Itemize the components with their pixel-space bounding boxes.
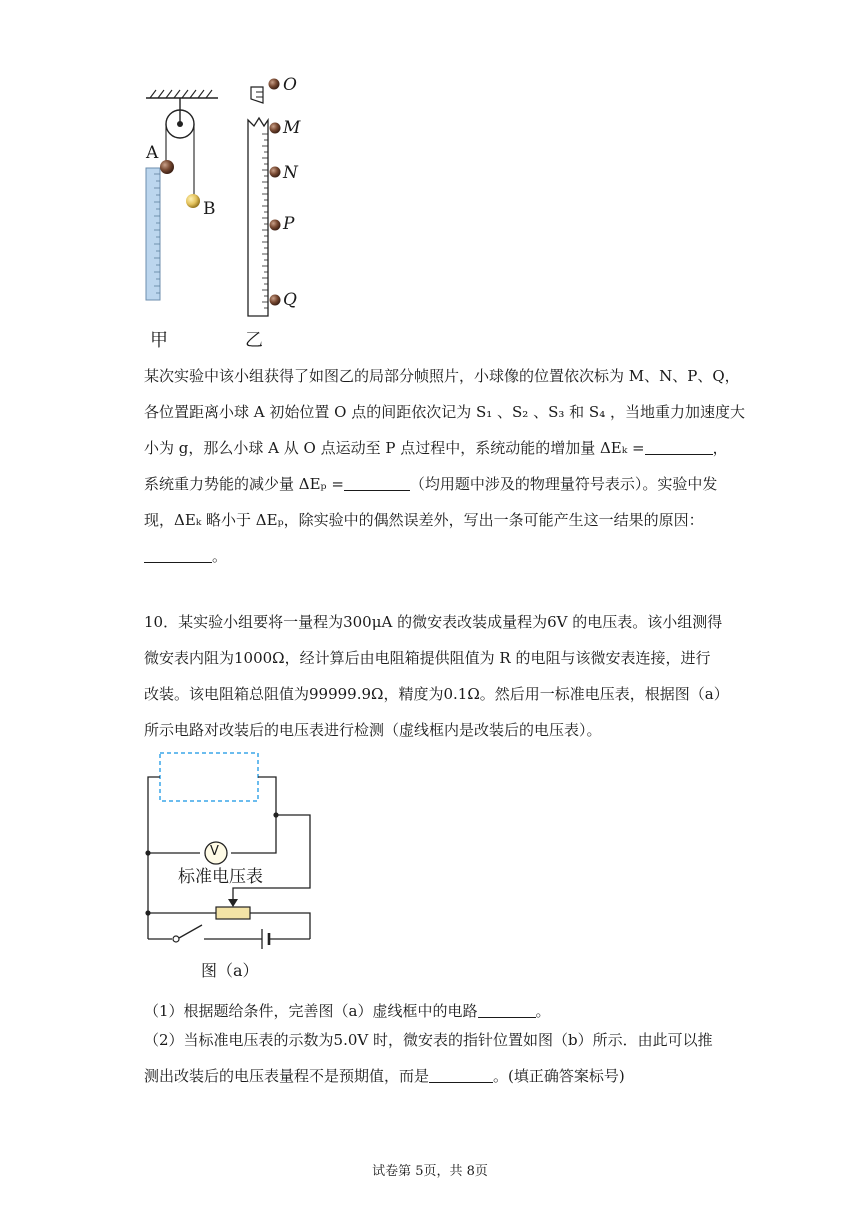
- para1-line5: 现，ΔEₖ 略小于 ΔEₚ，除实验中的偶然误差外，写出一条可能产生这一结果的原因：: [144, 511, 704, 529]
- ball-pos-P: [270, 220, 281, 231]
- switch: [173, 936, 179, 942]
- ball-pos-M: [270, 123, 281, 134]
- page-footer: 试卷第 5页，共 8页: [372, 1164, 488, 1179]
- para1-line4: 系统重力势能的减少量 ΔEₚ = （均用题中涉及的物理量符号表示）。实验中发: [144, 475, 718, 493]
- label-pos-O: O: [283, 75, 297, 95]
- question-10: [144, 604, 744, 748]
- q10-line4: 所示电路对改装后的电压表进行检测（虚线框内是改装后的电压表）。: [144, 721, 602, 739]
- ball-pos-O: [269, 79, 280, 90]
- label-pos-Q: Q: [283, 290, 297, 310]
- sub2-line1: （2）当标准电压表的示数为5.0V 时，微安表的指针位置如图（b）所示．由此可以推: [144, 1031, 713, 1049]
- label-pos-P: P: [283, 214, 295, 234]
- answer-blank-range[interactable]: [429, 1068, 493, 1083]
- q10-line2: 微安表内阻为1000Ω，经计算后由电阻箱提供阻值为 R 的电阻与该微安表连接，进行: [144, 649, 711, 667]
- para1-line3: 小为 g，那么小球 A 从 O 点运动至 P 点过程中，系统动能的增加量 ΔEₖ = ，: [144, 439, 728, 457]
- rheostat: [216, 907, 250, 919]
- dashed-box: [160, 753, 258, 801]
- answer-blank-delta-ep[interactable]: [344, 476, 410, 491]
- apparatus-figure: [130, 70, 330, 350]
- ball-pos-N: [270, 167, 281, 178]
- sub-question-1: （1）根据题给条件，完善图（a）虚线框中的电路 。: [144, 1002, 551, 1020]
- label-jia: 甲: [150, 330, 168, 351]
- voltmeter-label: 标准电压表: [178, 867, 263, 887]
- para1-line1: 某次实验中该小组获得了如图乙的局部分帧照片，小球像的位置依次标为 M、N、P、Q，: [144, 367, 740, 385]
- label-yi: 乙: [245, 330, 263, 351]
- para1-line2: 各位置距离小球 A 初始位置 O 点的间距依次记为 S₁ 、S₂ 、S₃ 和 S₄ ，当地重力加速度大: [144, 403, 745, 421]
- circuit-diagram: [140, 745, 330, 955]
- label-pos-M: M: [283, 118, 301, 138]
- experiment-paragraph: [144, 358, 745, 574]
- ball-A: [160, 160, 174, 174]
- label-ball-A: A: [146, 143, 159, 163]
- sub2-line2: 测出改装后的电压表量程不是预期值，而是 。(填正确答案标号): [144, 1067, 625, 1085]
- label-ball-B: B: [203, 199, 216, 219]
- q10-line1: 10．某实验小组要将一量程为300μA 的微安表改装成量程为6V 的电压表。该小组测得: [144, 613, 723, 631]
- para1-line6: 。: [144, 538, 724, 574]
- answer-blank-circuit[interactable]: [478, 1003, 536, 1018]
- answer-blank-delta-ek[interactable]: [645, 440, 713, 455]
- figure-a-caption: 图（a）: [201, 961, 259, 980]
- answer-blank-reason[interactable]: [144, 548, 212, 563]
- ball-pos-Q: [270, 295, 281, 306]
- voltmeter-letter: V: [210, 844, 219, 859]
- q10-line3: 改装。该电阻箱总阻值为99999.9Ω，精度为0.1Ω。然后用一标准电压表，根据图（a）: [144, 685, 729, 703]
- ball-B: [186, 194, 200, 208]
- sub-question-2: [144, 1022, 744, 1094]
- label-pos-N: N: [283, 163, 298, 183]
